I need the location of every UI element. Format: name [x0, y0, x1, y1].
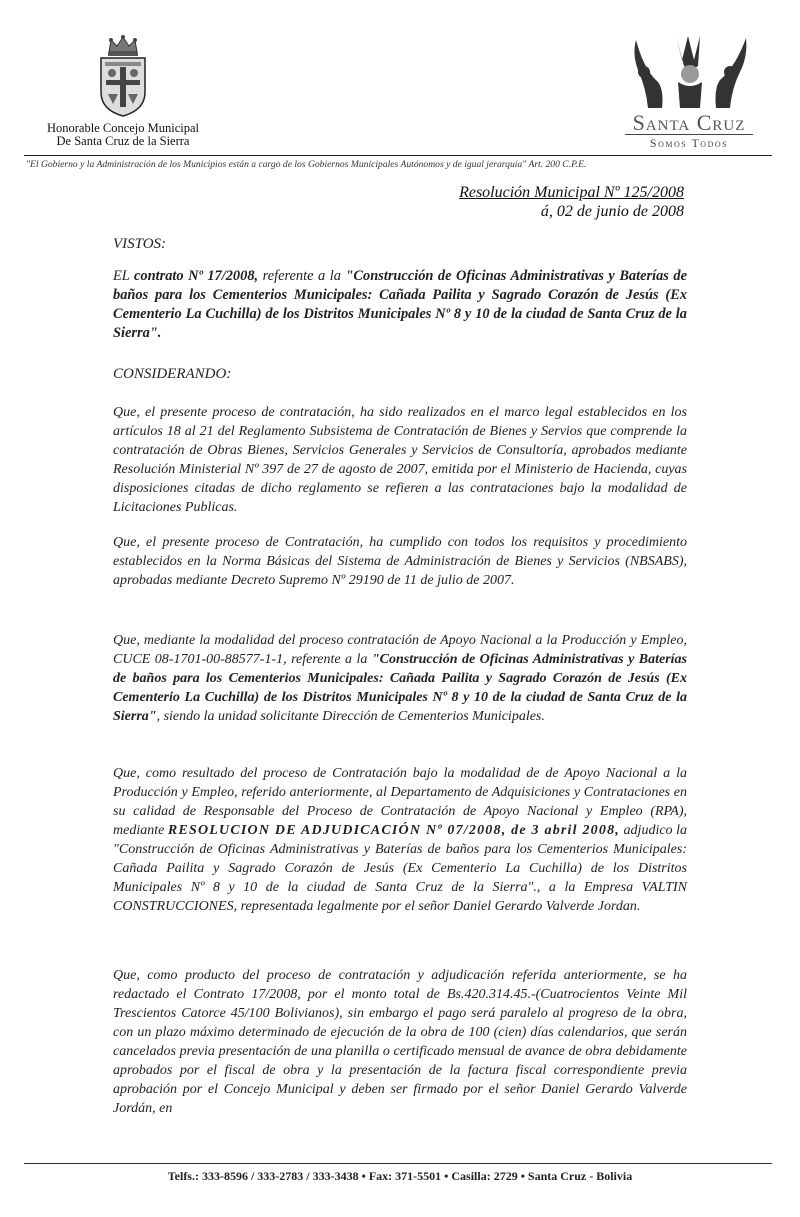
council-name-line2: De Santa Cruz de la Sierra — [56, 134, 190, 148]
santa-cruz-people-logo-icon — [624, 30, 754, 114]
p4-outro: adjudico la "Construcción de Oficinas Administrativas y Baterías de baños para los Cementerios Municipales: Cañada Pailita y Sagrado Corazón de Jesús (Ex Cementerio La Cuchilla) de los Distritos Municipales Nº 8 y 10 de la ciudad de Santa Cruz de la Sierra"., a la Empresa VALTIN CONSTRUCCIONES, representada legalmente por el señor Daniel Gerardo Valverde Jordan. — [113, 823, 688, 914]
resolution-title: Resolución Municipal Nº 125/2008 — [459, 184, 684, 201]
considerando-paragraph-4 — [113, 764, 687, 916]
considerando-heading: CONSIDERANDO: — [113, 366, 232, 382]
brand-title: Santa Cruz — [632, 110, 746, 135]
p3-project-title: "Construcción de Oficinas Administrativas y Baterías de baños para los Cementerios Municipales: Cañada Pailita y Sagrado Corazón de Jesús (Ex Cementerio La Cuchilla) de los Distritos Municipales Nº 8 y 10 de la ciudad de Santa Cruz de la Sierra" — [113, 652, 688, 724]
brand-subtitle: Somos Todos — [625, 134, 753, 151]
council-header — [28, 34, 218, 148]
constitutional-motto: "El Gobierno y la Administración de los Municipios están a cargo de los Gobiernos Municipales Autónomos y de igual jerarquía" Art. 200 C.P.E. — [26, 159, 587, 170]
p4-intro: Que, como resultado del proceso de Contratación bajo la modalidad de de Apoyo Nacional a la Producción y Empleo, referido anteriormente, al Departamento de Adquisiciones y Contrataciones en su calidad de Responsable del Proceso de Contratación de Apoyo Nacional y Empleo (RPA), mediante — [113, 766, 687, 838]
footer-contact: Telfs.: 333-8596 / 333-2783 / 333-3438 • Fax: 371-5501 • Casilla: 2729 • Santa Cruz - Bolivia — [167, 1169, 633, 1183]
resolution-heading — [459, 184, 684, 221]
considerando-paragraph-5: Que, como producto del proceso de contratación y adjudicación referida anteriormente, se ha redactado el Contrato 17/2008, por el monto total de Bs.420.314.45.-(Cuatrocientos Veinte Mil Trescientos Catorce 45/100 Bolivianos), sin embargo el pago será paralelo al progreso de la obra, con un plazo máximo determinado de ejecución de la obra de 100 (cien) días calendarios, que serán cancelados previa presentación de una planilla o certificado mensual de avance de obra debidamente aprobados por el fiscal de obra y la presentación de la factura fiscal correspondiente previa aprobación por el Concejo Municipal y deben ser firmado por el señor Daniel Gerardo Valverde Jordán, en — [113, 968, 687, 1116]
considerando-paragraph-1: Que, el presente proceso de contratación, ha sido realizados en el marco legal establecidos en los artículos 18 al 21 del Reglamento Subsistema de Contratación de Bienes y Servios que comprende la contratación de Obras Bienes, Servicios Generales y Servicios de Consultoría, aprobados mediante Resolución Ministerial Nº 397 de 27 de agosto de 2007, emitida por el Ministerio de Hacienda, cuyas disposiciones citadas de dicho reglamento se refieren a las contrataciones bajo la modalidad de Licitaciones Publicas. — [113, 405, 687, 515]
project-title: "Construcción de Oficinas Administrativas y Baterías de baños para los Cementerios Municipales: Cañada Pailita y Sagrado Corazón de Jesús (Ex Cementerio La Cuchilla) de los Distritos Municipales Nº 8 y 10 de la ciudad de Santa Cruz de la Sierra". — [113, 268, 687, 341]
vistos-heading: VISTOS: — [113, 236, 167, 252]
resolution-date: á, 02 de junio de 2008 — [540, 203, 684, 220]
footer-divider — [24, 1163, 772, 1164]
council-name-line1: Honorable Concejo Municipal — [46, 121, 200, 135]
considerando-paragraph-2: Que, el presente proceso de Contratación, ha cumplido con todos los requisitos y procedimiento establecidos en la Norma Básicas del Sistema de Administración de Bienes y Servicios (NBSABS), aprobadas mediante Decreto Supremo Nº 29190 de 11 de julio de 2007. — [113, 535, 687, 588]
santa-cruz-brand — [614, 30, 764, 152]
p3-intro: Que, mediante la modalidad del proceso contratación de Apoyo Nacional a la Producción y Empleo, CUCE 08-1701-00-88577-1-1, referente a la — [113, 633, 687, 667]
municipal-crest-icon — [93, 34, 153, 118]
vistos-paragraph — [113, 267, 687, 343]
vistos-intro: EL — [113, 268, 135, 284]
vistos-mid: referente a la — [258, 268, 346, 284]
p3-outro: , siendo la unidad solicitante Dirección de Cementerios Municipales. — [156, 709, 545, 724]
header-divider — [24, 155, 772, 156]
considerando-paragraph-3 — [113, 631, 687, 726]
contract-number: contrato Nº 17/2008, — [134, 268, 259, 284]
p4-adjudication-resolution: RESOLUCION DE ADJUDICACIÓN Nº 07/2008, de 3 abril 2008, — [167, 823, 620, 838]
